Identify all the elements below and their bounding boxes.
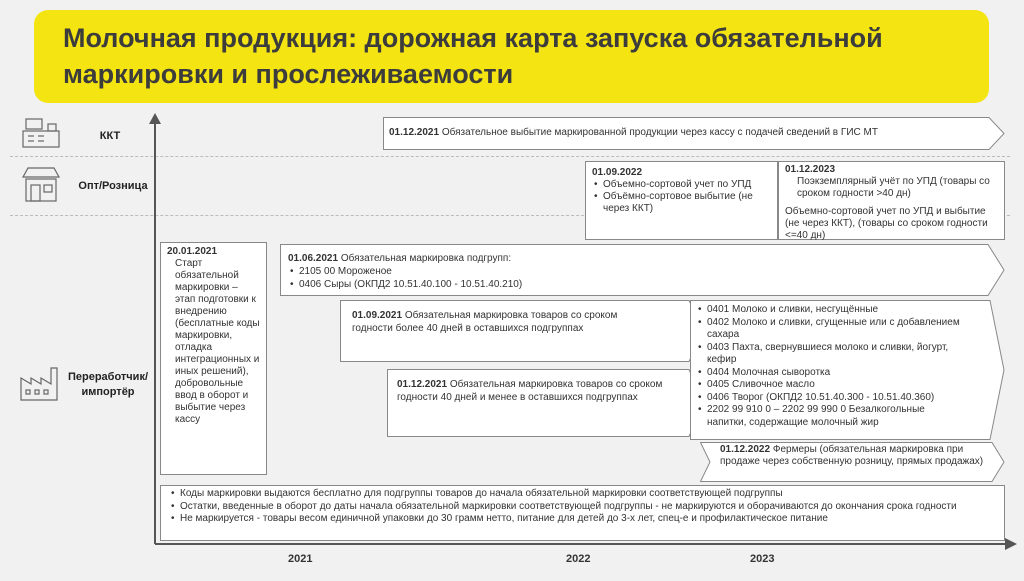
dec-arrow-box	[387, 369, 705, 437]
list-item: • Объемно-сортовой учет по УПД	[592, 179, 771, 191]
page-title: Молочная продукция: дорожная карта запуска обязательной маркировки и прослеживаемости	[63, 23, 883, 89]
list-item: • 0402 Молоко и сливки, сгущенные или с добавлением сахара	[696, 317, 961, 342]
farmers-text: Фермеры (обязательная маркировка при продаже через собственную розницу, прямых продажах)	[720, 444, 984, 467]
june-text: Обязательная маркировка подгрупп:	[340, 253, 512, 264]
kkt-arrow-box	[383, 117, 1005, 150]
store-icon	[20, 165, 62, 205]
factory-icon	[18, 360, 62, 404]
june-arrow-box	[280, 244, 1005, 296]
list-item: • Остатки, введенные в оборот до даты начала обязательной маркировки соответствующей подгруппы - не маркируются и оборачиваются до окончания срока годности	[169, 501, 996, 514]
farmers-arrow-box	[700, 442, 1005, 482]
list-item: • 0401 Молоко и сливки, несгущённые	[696, 304, 961, 317]
kkt-date: 01.12.2021	[389, 127, 440, 138]
start-text: Старт обязательной маркировки – этап подготовки к внедрению (бесплатные коды маркировки, отладка интеграционных и иных решений), добровольные ввод в оборот и выбытие через кассу	[175, 258, 260, 425]
list-item: • 0406 Сыры (ОКПД2 10.51.40.100 - 10.51.40.210)	[288, 278, 522, 291]
opt-2023-text: Поэкземплярный учёт по УПД (товары со сроком годности >40 дн)	[797, 176, 990, 199]
sept-date: 01.09.2021	[352, 310, 403, 321]
opt-2023-text2: Объемно-сортовой учет по УПД и выбытие (не через ККТ), (товары со сроком годности <=40 дн)	[785, 206, 988, 241]
kkt-text: Обязательное выбытие маркированной продукции через кассу с подачей сведений в ГИС МТ	[441, 127, 878, 138]
subgroups-arrow-box	[690, 300, 1005, 440]
sept-arrow-box	[340, 300, 705, 362]
sept-text: Обязательная маркировка товаров со сроком годности более 40 дней в оставшихся подгруппах	[352, 310, 618, 334]
dec-date: 01.12.2021	[397, 379, 448, 390]
row-label-opt: Опт/Розница	[78, 180, 148, 192]
year-label: 2023	[750, 553, 775, 565]
opt-2023-box	[778, 161, 1005, 240]
list-item: • Коды маркировки выдаются бесплатно для подгруппы товаров до начала обязательной маркировки соответствующей подгруппы	[169, 488, 996, 501]
opt-2023-date: 01.12.2023	[785, 164, 836, 175]
list-item: • 2105 00 Мороженое	[288, 265, 522, 278]
start-date: 20.01.2021	[167, 246, 218, 257]
opt-2022-box	[585, 161, 778, 240]
list-item: • 0403 Пахта, свернувшиеся молоко и сливки, йогурт, кефир	[696, 342, 961, 367]
list-item: • 0405 Сливочное масло	[696, 379, 961, 392]
year-label: 2021	[288, 553, 313, 565]
list-item: • 0404 Молочная сыворотка	[696, 367, 961, 380]
june-date: 01.06.2021	[288, 253, 339, 264]
opt-2022-date: 01.09.2022	[592, 167, 643, 178]
row-label-producer: Переработчик/ импортёр	[67, 371, 149, 398]
start-box	[160, 242, 267, 475]
list-item: • 0406 Творог (ОКПД2 10.51.40.300 - 10.51.40.360)	[696, 392, 961, 405]
dec-text: Обязательная маркировка товаров со сроком годности 40 дней и менее в оставшихся подгруппах	[397, 379, 663, 403]
row-label-kkt: ККТ	[99, 130, 121, 142]
cash-register-icon	[20, 116, 62, 152]
notes-box	[160, 485, 1005, 541]
list-item: • Не маркируется - товары весом единичной упаковки до 30 грамм нетто, питание для детей до 3-х лет, спец-е и профилактическое питание	[169, 513, 996, 526]
year-label: 2022	[566, 553, 591, 565]
list-item: • 2202 99 910 0 – 2202 99 990 0 Безалкогольные напитки, содержащие молочный жир	[696, 404, 961, 429]
list-item: • Объёмно-сортовое выбытие (не через ККТ)	[592, 191, 771, 215]
farmers-date: 01.12.2022	[720, 444, 771, 455]
